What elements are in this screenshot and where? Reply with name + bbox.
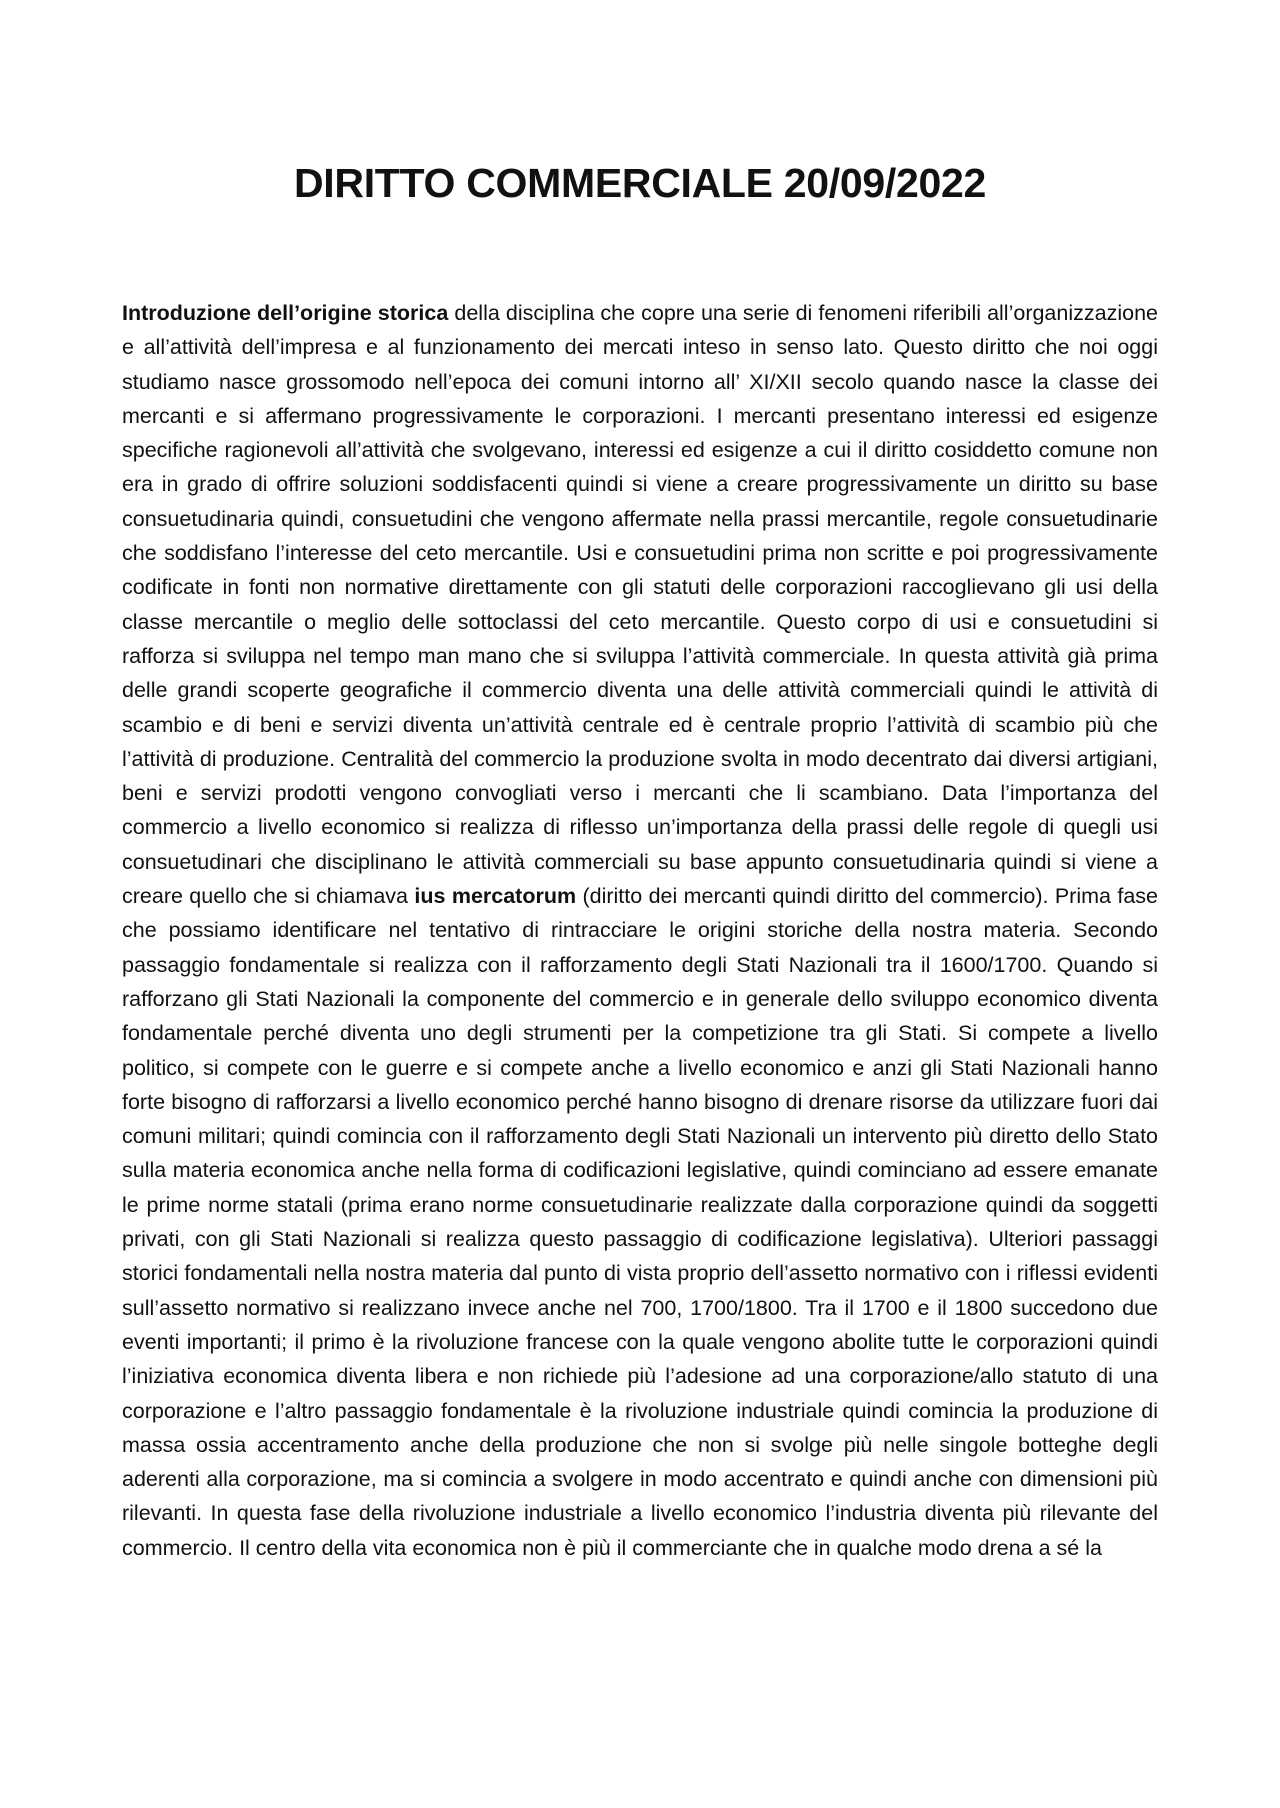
page-title: DIRITTO COMMERCIALE 20/09/2022 xyxy=(294,160,986,206)
body-paragraph xyxy=(122,296,1158,1565)
lead-bold-phrase: Introduzione dell’origine storica xyxy=(122,301,449,325)
paragraph-text-part-1: della disciplina che copre una serie di fenomeni riferibili all’organizzazione e all’attività dell’impresa e al funzionamento dei mercati inteso in senso lato. Questo diritto che noi oggi studiamo nasce grossomodo nell’epoca dei comuni intorno all’ XI/XII secolo quando nasce la classe dei mercanti e si affermano progressivamente le corporazioni. I mercanti presentano interessi ed esigenze specifiche ragionevoli all’attività che svolgevano, interessi ed esigenze a cui il diritto cosiddetto comune non era in grado di offrire soluzioni soddisfacenti quindi si viene a creare progressivamente un diritto su base consuetudinaria quindi, consuetudini che vengono affermate nella prassi mercantile, regole consuetudinarie che soddisfano l’interesse del ceto mercantile. Usi e consuetudini prima non scritte e poi progressivamente codificate in fonti non normative direttamente con gli statuti delle corporazioni raccoglievano gli usi della classe mercantile o meglio delle sottoclassi del ceto mercantile. Questo corpo di usi e consuetudini si rafforza si sviluppa nel tempo man mano che si sviluppa l’attività commerciale. In questa attività già prima delle grandi scoperte geografiche il commercio diventa una delle attività commerciali quindi le attività di scambio e di beni e servizi diventa un’attività centrale ed è centrale proprio l’attività di scambio più che l’attività di produzione. Centralità del commercio la produzione svolta in modo decentrato dai diversi artigiani, beni e servizi prodotti vengono convogliati verso i mercanti che li scambiano. Data l’importanza del commercio a livello economico si realizza di riflesso un’importanza della prassi delle regole di quegli usi consuetudinari che disciplinano le attività commerciali su base appunto consuetudinaria quindi si viene a creare quello che si chiamava xyxy=(122,301,1158,909)
paragraph-text-part-2: (diritto dei mercanti quindi diritto del commercio). Prima fase che possiamo identificare nel tentativo di rintracciare le origini storiche della nostra materia. Secondo passaggio fondamentale si realizza con il rafforzamento degli Stati Nazionali tra il 1600/1700. Quando si rafforzano gli Stati Nazionali la componente del commercio e in generale dello sviluppo economico diventa fondamentale perché diventa uno degli strumenti per la competizione tra gli Stati. Si compete a livello politico, si compete con le guerre e si compete anche a livello economico e anzi gli Stati Nazionali hanno forte bisogno di rafforzarsi a livello economico perché hanno bisogno di drenare risorse da utilizzare fuori dai comuni militari; quindi comincia con il rafforzamento degli Stati Nazionali un intervento più diretto dello Stato sulla materia economica anche nella forma di codificazioni legislative, quindi cominciano ad essere emanate le prime norme statali (prima erano norme consuetudinarie realizzate dalla corporazione quindi da soggetti privati, con gli Stati Nazionali si realizza questo passaggio di codificazione legislativa). Ulteriori passaggi storici fondamentali nella nostra materia dal punto di vista proprio dell’assetto normativo con i riflessi evidenti sull’assetto normativo si realizzano invece anche nel 700, 1700/1800. Tra il 1700 e il 1800 succedono due eventi importanti; il primo è la rivoluzione francese con la quale vengono abolite tutte le corporazioni quindi l’iniziativa economica diventa libera e non richiede più l’adesione ad una corporazione/allo statuto di una corporazione e l’altro passaggio fondamentale è la rivoluzione industriale quindi comincia la produzione di massa ossia accentramento anche della produzione che non si svolge più nelle singole botteghe degli aderenti alla corporazione, ma si comincia a svolgere in modo accentrato e quindi anche con dimensioni più rilevanti. In questa fase della rivoluzione industriale a livello economico l’industria diventa più rilevante del commercio. Il centro della vita economica non è più il commerciante che in qualche modo drena a sé la xyxy=(122,884,1158,1560)
ius-mercatorum-term: ius mercatorum xyxy=(414,884,577,909)
